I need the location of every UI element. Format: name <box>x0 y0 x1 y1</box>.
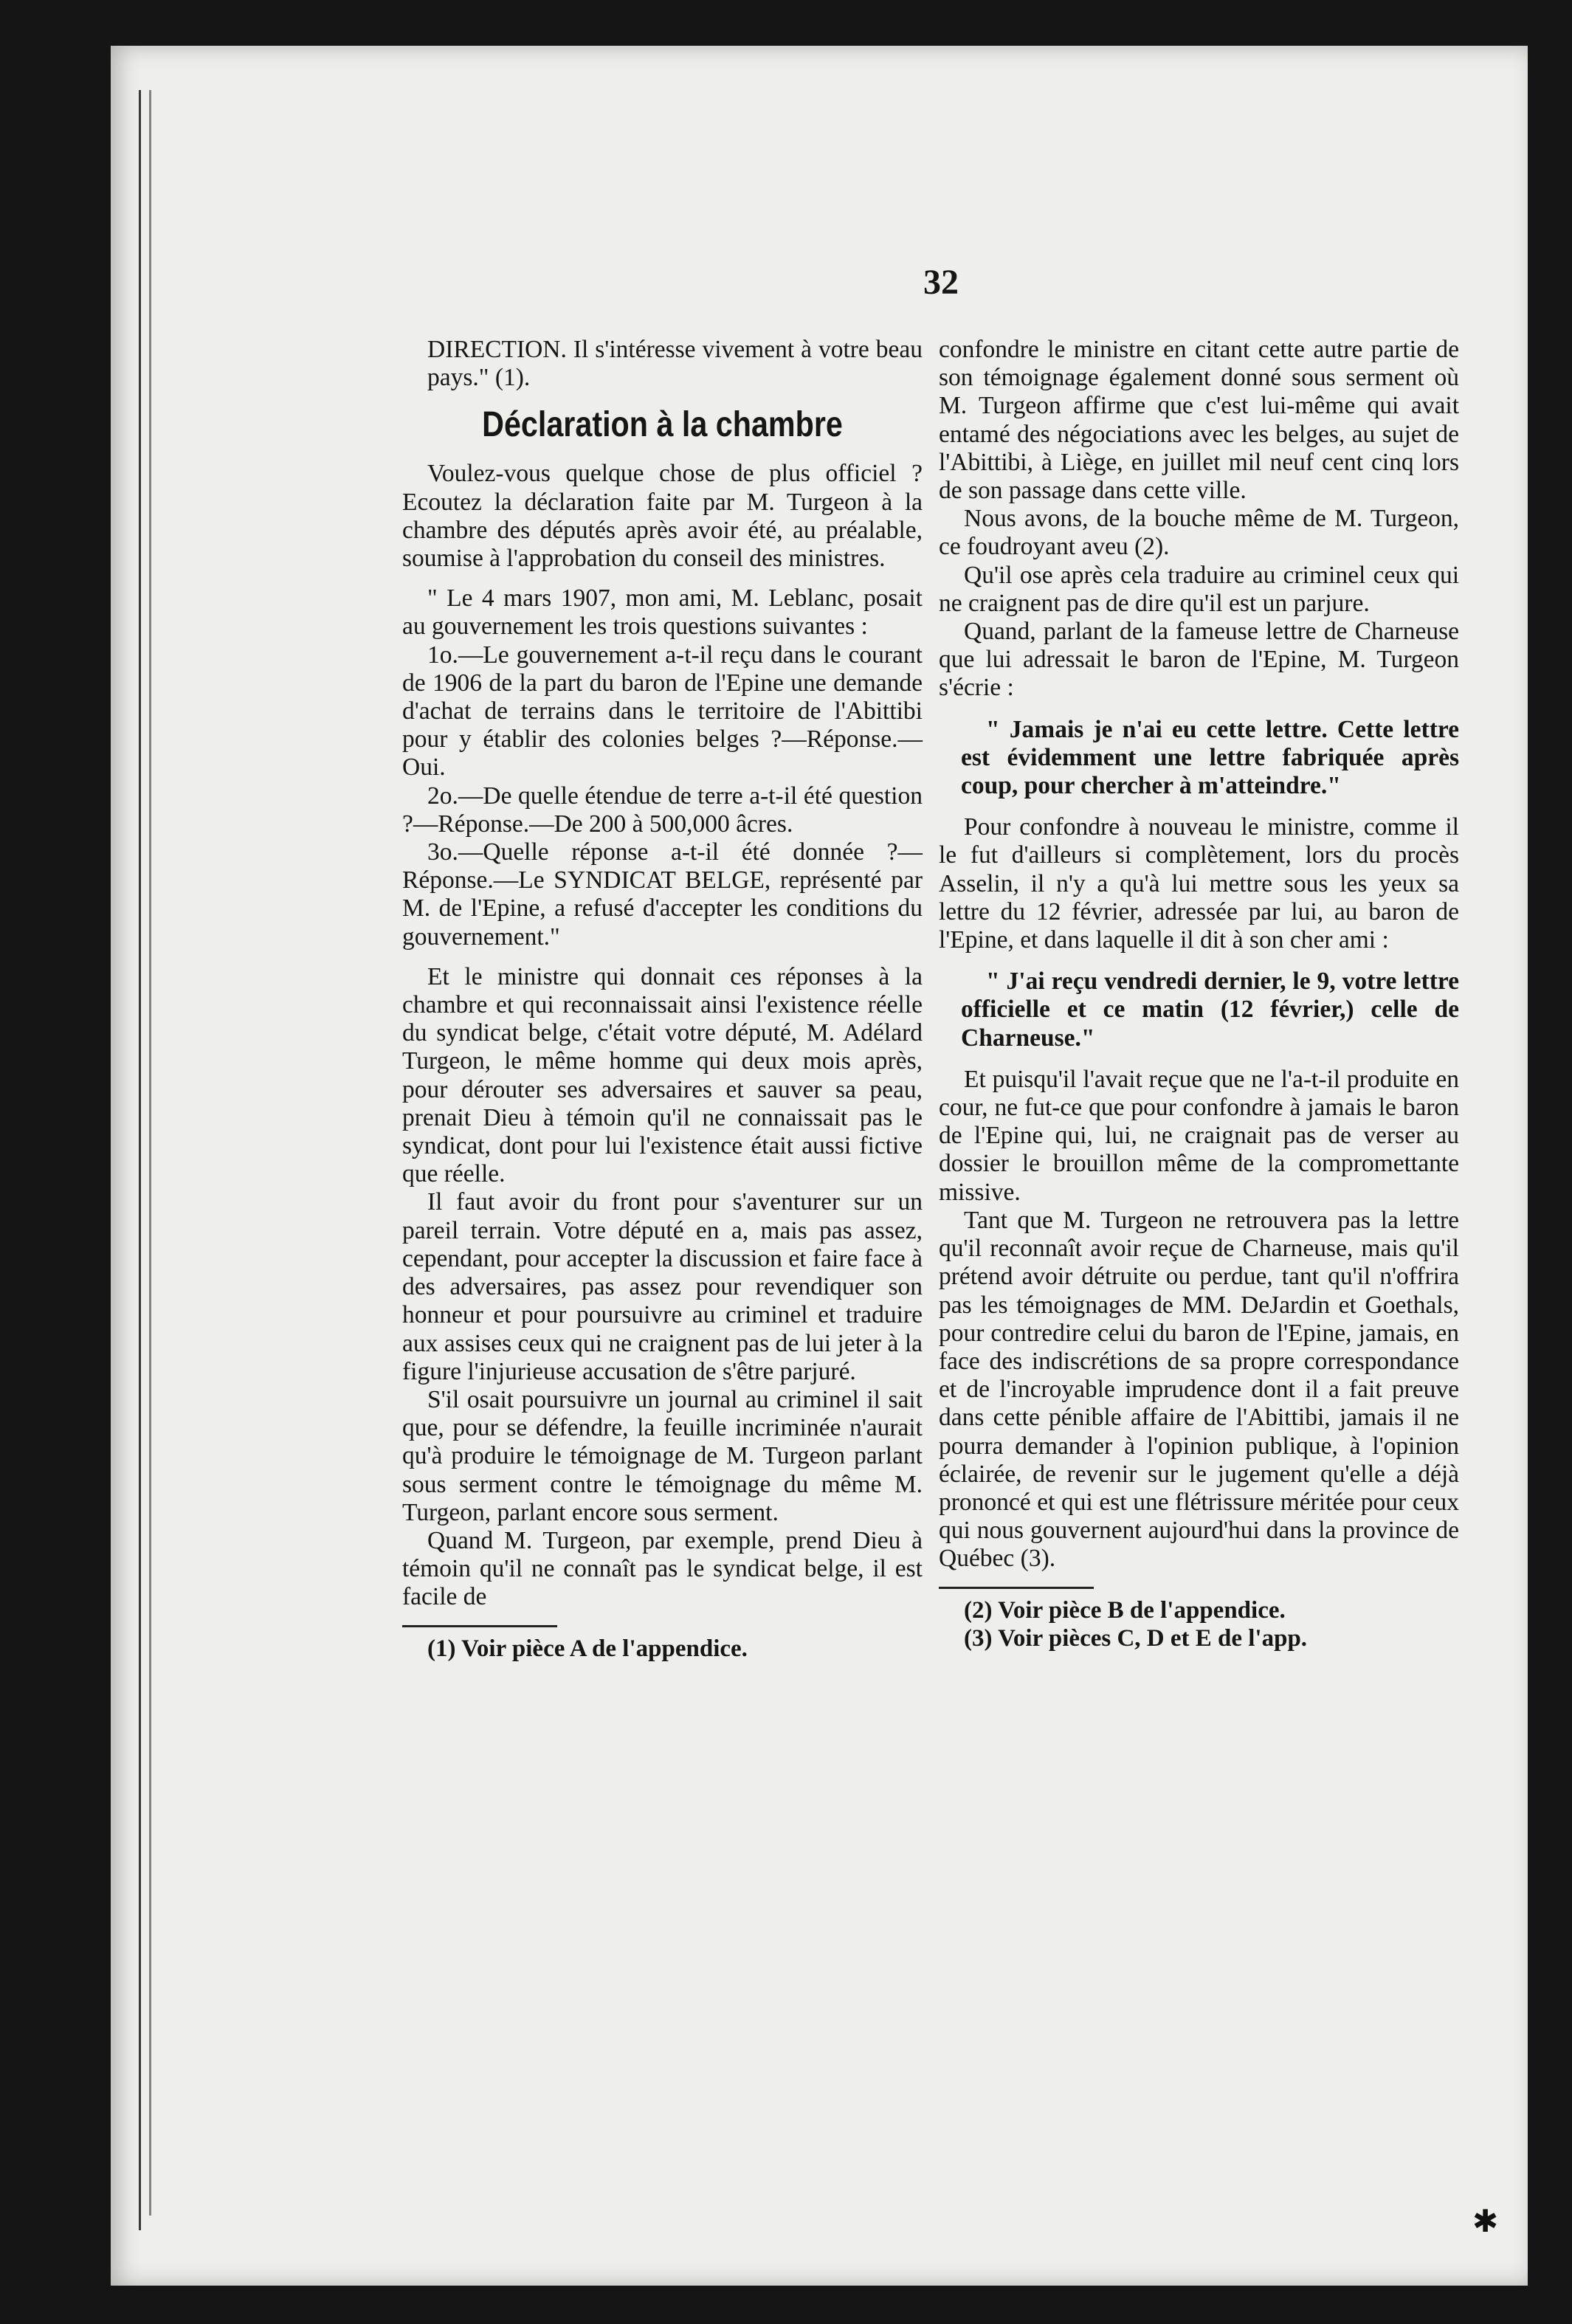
block-quote: " Jamais je n'ai eu cette lettre. Cette lettre est évidemment une lettre fabriquée après coup, pour chercher à m'atteindre." <box>961 715 1459 800</box>
footnote-rule <box>402 1625 557 1627</box>
paragraph: Voulez-vous quelque chose de plus officiel ? Ecoutez la déclaration faite par M. Turgeon à la chambre des députés après avoir été, au préalable, soumise à l'approbation du conseil des ministres. <box>402 460 923 573</box>
paragraph: Et le ministre qui donnait ces réponses à la chambre et qui reconnaissait ainsi l'existence réelle du syndicat belge, c'était votre député, M. Adélard Turgeon, le même homme qui deux mois après, pour dérouter ses adversaires et sauver sa peau, prenait Dieu à témoin qu'il ne connaissait pas le syndicat, dont pour lui l'existence était aussi fictive que réelle. <box>402 962 923 1188</box>
footnote-rule <box>939 1587 1094 1589</box>
paragraph: Qu'il ose après cela traduire au criminel ceux qui ne craignent pas de dire qu'il est un parjure. <box>939 561 1459 617</box>
paragraph: 2o.—De quelle étendue de terre a-t-il été question ?—Réponse.—De 200 à 500,000 âcres. <box>402 782 923 838</box>
left-column <box>402 336 923 1663</box>
footnote: (1) Voir pièce A de l'appendice. <box>427 1635 748 1662</box>
intro-paragraph: DIRECTION. Il s'intéresse vivement à votre beau pays." (1). <box>427 336 923 392</box>
paragraph: Quand M. Turgeon, par exemple, prend Dieu à témoin qu'il ne connaît pas le syndicat belge, il est facile de <box>402 1526 923 1611</box>
corner-mark-icon: ✱ <box>1472 2205 1499 2239</box>
section-heading: Déclaration à la chambre <box>482 405 843 445</box>
paragraph: Quand, parlant de la fameuse lettre de Charneuse que lui adressait le baron de l'Epine, M. Turgeon s'écrie : <box>939 618 1459 702</box>
paragraph: confondre le ministre en citant cette autre partie de son témoignage également donné sous serment où M. Turgeon affirme que c'est lui-même qui avait entamé des négociations avec les belges, au sujet de l'Abittibi, à Liège, en juillet mil neuf cent cinq lors de son passage dans cette ville. <box>939 336 1459 505</box>
footnote: (3) Voir pièces C, D et E de l'app. <box>964 1624 1308 1652</box>
gutter-line <box>149 90 151 2216</box>
paragraph: Tant que M. Turgeon ne retrouvera pas la lettre qu'il reconnaît avoir reçue de Charneuse, mais qu'il prétend avoir détruite ou perdue, tant qu'il n'offrira pas les témoignages de MM. DeJardin et Goethals, pour contredire celui du baron de l'Epine, jamais, en face des indiscrétions de sa propre correspondance et de l'incroyable imprudence dont il a fait preuve dans cette pénible affaire de l'Abittibi, jamais il ne pourra demander à l'opinion publique, à l'opinion éclairée, de revenir sur le jugement qu'elle a déjà prononcé et qui est une flétrissure méritée pour ceux qui nous gouvernent aujourd'hui dans la province de Québec (3). <box>939 1206 1459 1573</box>
paragraph: Nous avons, de la bouche même de M. Turgeon, ce foudroyant aveu (2). <box>939 505 1459 561</box>
paragraph: Pour confondre à nouveau le ministre, comme il le fut d'ailleurs si complètement, lors du procès Asselin, il n'y a qu'à lui mettre sous les yeux sa lettre du 12 février, adressée par lui, au baron de l'Epine, et dans laquelle il dit à son cher ami : <box>939 813 1459 954</box>
page-number: 32 <box>923 263 959 302</box>
paragraph: 1o.—Le gouvernement a-t-il reçu dans le courant de 1906 de la part du baron de l'Epine une demande d'achat de terrains dans le territoire de l'Abittibi pour y établir des colonies belges ?—Réponse.—Oui. <box>402 641 923 782</box>
gutter-line <box>139 90 141 2230</box>
block-quote: " J'ai reçu vendredi dernier, le 9, votre lettre officielle et ce matin (12 février,) celle de Charneuse." <box>961 968 1459 1052</box>
right-column <box>939 336 1459 1652</box>
paragraph: " Le 4 mars 1907, mon ami, M. Leblanc, posait au gouvernement les trois questions suivantes : <box>402 585 923 641</box>
paragraph: Et puisqu'il l'avait reçue que ne l'a-t-il produite en cour, ne fut-ce que pour confondre à jamais le baron de l'Epine qui, lui, ne craignait pas de verser au dossier le brouillon même de la compromettante missive. <box>939 1065 1459 1206</box>
paragraph: Il faut avoir du front pour s'aventurer sur un pareil terrain. Votre député en a, mais pas assez, cependant, pour accepter la discussion et faire face à des adversaires, pas assez pour revendiquer son honneur et pour poursuivre au criminel et traduire aux assises ceux qui ne craignent pas de lui jeter à la figure l'injurieuse accusation de s'être parjuré. <box>402 1188 923 1385</box>
paragraph: S'il osait poursuivre un journal au criminel il sait que, pour se défendre, la feuille incriminée n'aurait qu'à produire le témoignage de M. Turgeon parlant sous serment contre le témoignage du même M. Turgeon, parlant encore sous serment. <box>402 1385 923 1526</box>
footnote: (2) Voir pièce B de l'appendice. <box>964 1596 1286 1624</box>
paragraph: 3o.—Quelle réponse a-t-il été donnée ?—Réponse.—Le SYNDICAT BELGE, représenté par M. de l'Epine, a refusé d'accepter les conditions du gouvernement." <box>402 838 923 951</box>
